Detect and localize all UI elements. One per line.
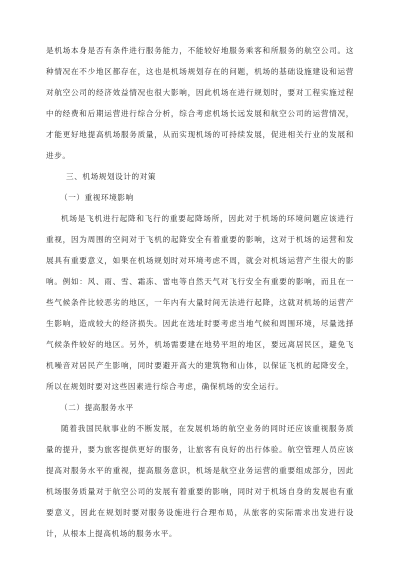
subsection-2-paragraph: 随着我国民航事业的不断发展，在发展机场的航空业务的同时还应该重视服务质量的提升，要为旅客提供更好的服务，让旅客有良好的出行体验。航空管理人员应该提高对服务水平的重视，提高服务意识，机场是航空业务运营的重要组成部分，因此机场服务质量对于航空公司的发展有着重要的影响，同时对于机场自身的发展也有重要意义，因此在规划时要对服务设施进行合理布局，从旅客的实际需求出发进行设计，从根本上提高机场的服务水平。 [46,424,354,538]
subsection-heading-1: （一）重视环境影响 [60,193,134,202]
subsection-heading-2: （二）提高服务水平 [60,403,134,412]
subsection-1-paragraph: 机场是飞机进行起降和飞行的重要起降场所，因此对于机场的环境问题应该进行重视，因为周围的空间对于飞机的起降安全有着重要的影响，这对于机场的运营和发展具有重要意义，如果在机场规划时对环境考虑不周，就会对机场运营产生很大的影响。例如：风、雨、雪、霜冻、雷电等自然天气对飞行安全有重要的影响，而且在一些气候条件比较恶劣的地区，一年内有大量时间无法进行起降，这就对机场的运营产生影响，造成较大的经济损失。因此在选址时要考虑当地气候和周围环境，尽量选择气候条件较好的地区。另外，机场需要建在地势平坦的地区，要远离居民区，避免飞机噪音对居民产生影响，同时要避开高大的建筑物和山体，以保证飞机的起降安全，所以在规划时要对这些因素进行综合考虑，确保机场的安全运行。 [46,214,354,391]
intro-paragraph: 是机场本身是否有条件进行服务能力，不能较好地服务乘客和所服务的航空公司。这种情况在不少地区都存在，这也是机场规划存在的问题，机场的基础设施建设和运营对航空公司的经济效益情况也很大影响，因此机场在进行规划时，要对工程实施过程中的经费和后期运营进行综合分析，综合考虑机场长远发展和航空公司的运营情况，才能更好地提高机场服务质量，从而实现机场的可持续发展，促进相关行业的发展和进步。 [46,46,354,160]
section-heading: 三、机场规划设计的对策 [66,172,157,181]
